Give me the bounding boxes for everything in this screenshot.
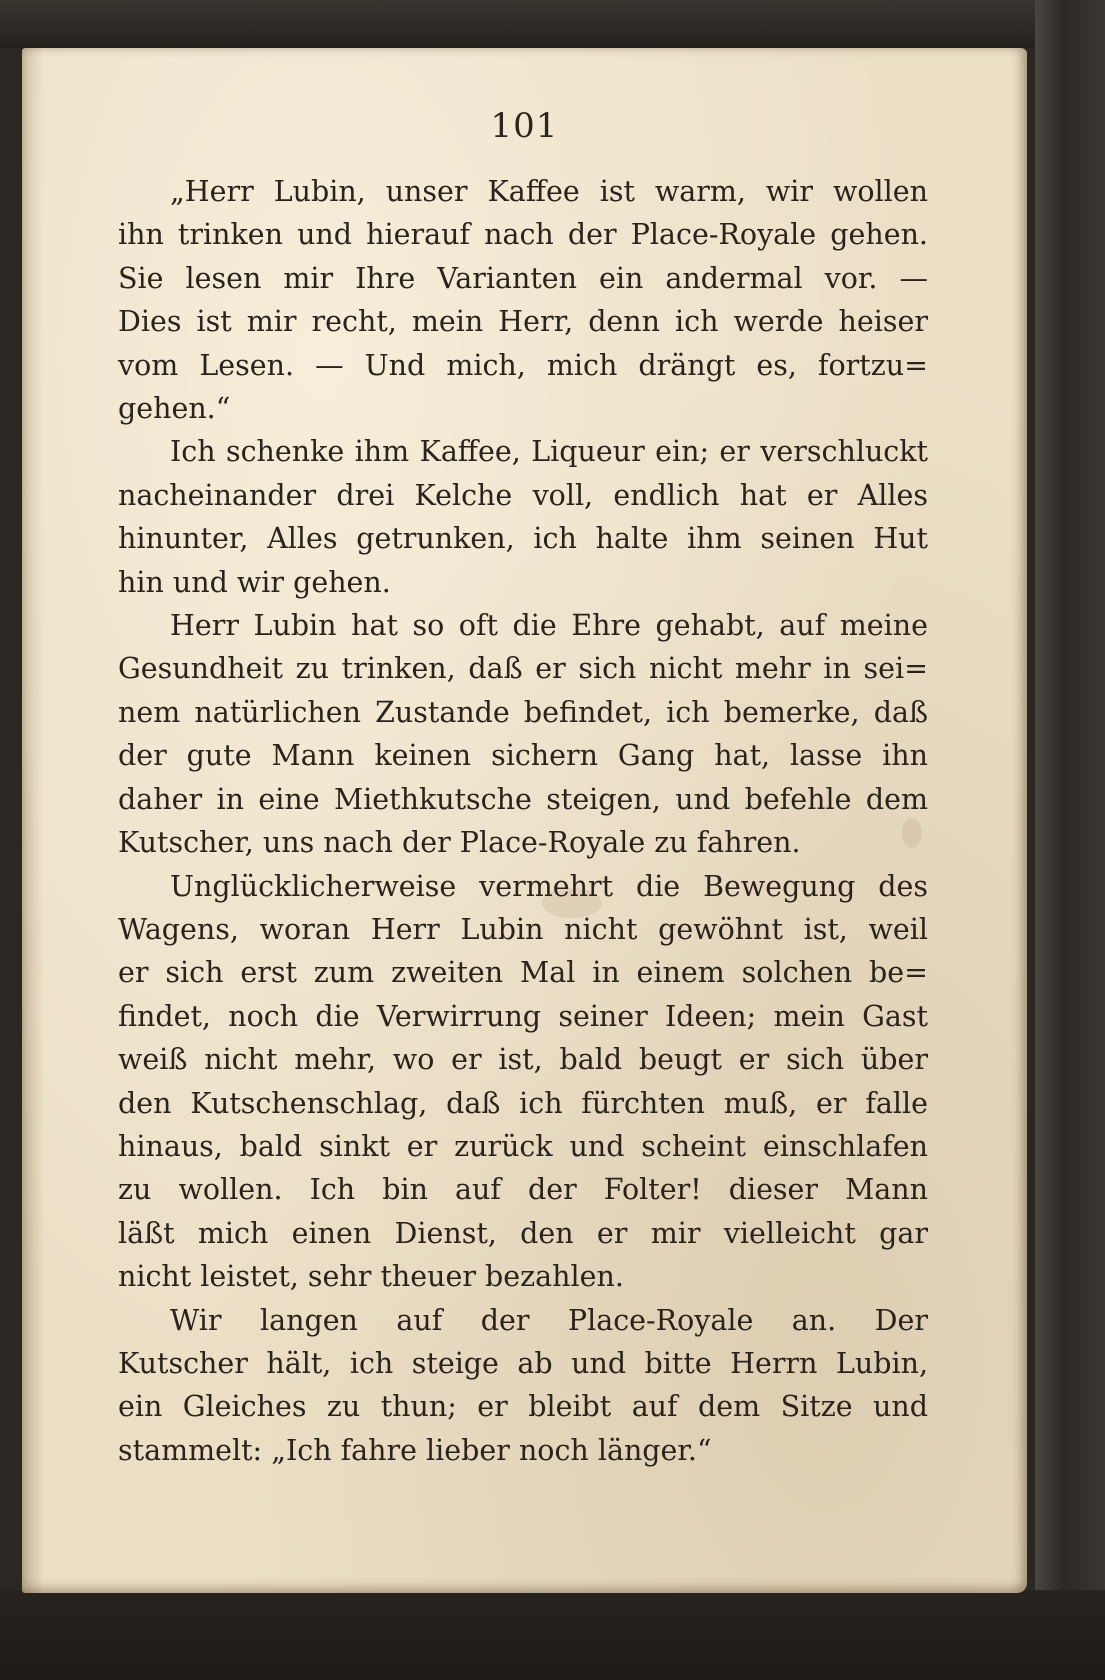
- text-line: vom Lesen. — Und mich, mich drängt es, fortzu=: [118, 348, 928, 382]
- text-line: Dies ist mir recht, mein Herr, denn ich werde heiser: [118, 305, 928, 339]
- page-number: 101: [490, 106, 559, 146]
- text-line: zu wollen. Ich bin auf der Folter! dieser Mann: [118, 1173, 928, 1207]
- text-line: Ich schenke ihm Kaffee, Liqueur ein; er verschluckt: [170, 435, 928, 469]
- text-line: Herr Lubin hat so oft die Ehre gehabt, auf meine: [170, 609, 928, 643]
- text-line: läßt mich einen Dienst, den er mir vielleicht gar: [118, 1216, 928, 1250]
- text-line: der gute Mann keinen sichern Gang hat, lasse ihn: [118, 739, 928, 773]
- text-line: weiß nicht mehr, wo er ist, bald beugt er sich über: [118, 1043, 928, 1077]
- book-cover-bottom-edge: [0, 1590, 1105, 1680]
- text-line: nacheinander drei Kelche voll, endlich hat er Alles: [118, 478, 928, 512]
- text-line: Sie lesen mir Ihre Varianten ein andermal vor. —: [118, 261, 928, 295]
- text-line: hin und wir gehen.: [118, 565, 391, 599]
- book-cover-top-edge: [0, 0, 1105, 48]
- text-line: hinaus, bald sinkt er zurück und scheint einschlafen: [118, 1129, 928, 1163]
- text-line: Unglücklicherweise vermehrt die Bewegung des: [170, 869, 928, 903]
- book-cover-right-edge: [1035, 0, 1105, 1680]
- text-line: hinunter, Alles getrunken, ich halte ihm seinen Hut: [118, 522, 928, 556]
- text-line: ein Gleiches zu thun; er bleibt auf dem Sitze und: [118, 1390, 928, 1424]
- text-line: Kutscher, uns nach der Place-Royale zu fahren.: [118, 826, 801, 860]
- text-line: er sich erst zum zweiten Mal in einem solchen be=: [118, 956, 928, 990]
- text-line: gehen.“: [118, 392, 231, 426]
- text-line: ihn trinken und hierauf nach der Place-Royale gehen.: [118, 218, 928, 252]
- text-line: Gesundheit zu trinken, daß er sich nicht mehr in sei=: [118, 652, 928, 686]
- paper-page: [22, 48, 1027, 1593]
- text-line: findet, noch die Verwirrung seiner Ideen; mein Gast: [118, 999, 928, 1033]
- text-line: daher in eine Miethkutsche steigen, und befehle dem: [118, 782, 928, 816]
- text-line: nicht leistet, sehr theuer bezahlen.: [118, 1260, 624, 1294]
- text-line: „Herr Lubin, unser Kaffee ist warm, wir wollen: [170, 175, 928, 208]
- text-line: nem natürlichen Zustande befindet, ich bemerke, daß: [118, 695, 928, 729]
- text-line: Wagens, woran Herr Lubin nicht gewöhnt ist, weil: [118, 912, 928, 946]
- text-line: stammelt: „Ich fahre lieber noch länger.“: [118, 1433, 712, 1467]
- text-line: Wir langen auf der Place-Royale an. Der: [170, 1303, 928, 1337]
- text-line: Kutscher hält, ich steige ab und bitte Herrn Lubin,: [118, 1346, 928, 1380]
- text-line: den Kutschenschlag, daß ich fürchten muß, er falle: [118, 1086, 928, 1120]
- body-text: [118, 170, 928, 1472]
